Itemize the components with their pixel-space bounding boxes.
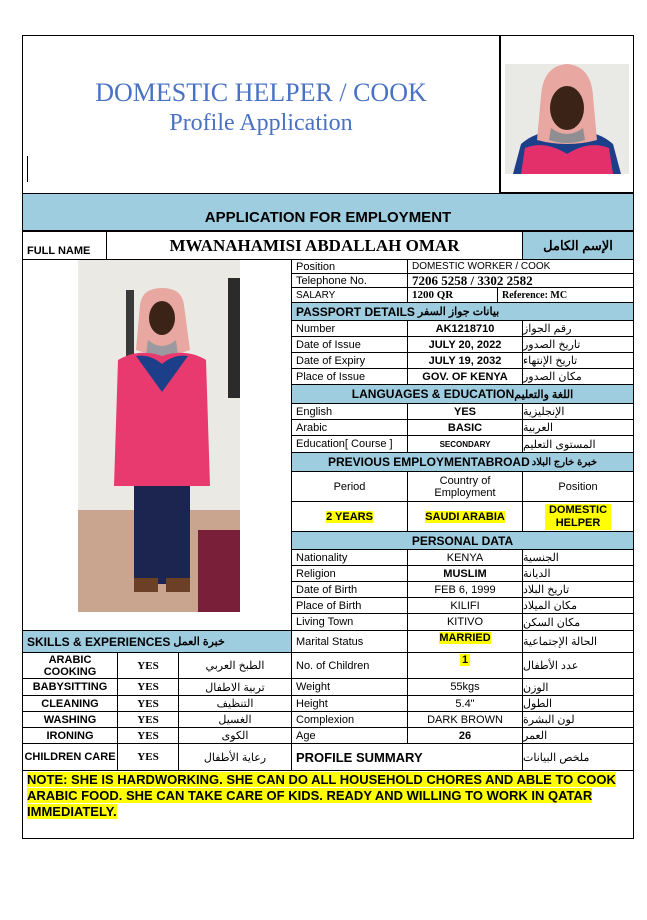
- place-issue-value: GOV. OF KENYA: [407, 368, 523, 385]
- issue-date-ar: تاريخ الصدور: [522, 336, 634, 353]
- phone-label: Telephone No.: [291, 273, 408, 288]
- previous-heading-text: PREVIOUS EMPLOYMENTABROAD: [327, 455, 530, 469]
- passport-number-value: AK1218710: [407, 320, 523, 337]
- expiry-date-ar: تاريخ الإنتهاء: [522, 352, 634, 369]
- section-band: [22, 193, 634, 231]
- reference-value: Reference: MC: [497, 287, 634, 303]
- birth-date-ar: تاريخ البلاد: [522, 581, 634, 598]
- birth-place-ar: مكان الميلاد: [522, 597, 634, 614]
- country-header: Country of Employment: [407, 471, 523, 502]
- education-label: Education[ Course ]: [291, 435, 408, 453]
- nationality-label: Nationality: [291, 549, 408, 566]
- birth-date-label: Date of Birth: [291, 581, 408, 598]
- religion-value: MUSLIM: [407, 565, 523, 582]
- complexion-value: DARK BROWN: [407, 711, 523, 728]
- skill-ironing-label: IRONING: [22, 727, 118, 744]
- period-value-cell: [291, 501, 408, 532]
- passport-heading: [291, 302, 634, 321]
- skill-ironing-value: YES: [117, 727, 179, 744]
- languages-heading-ar: اللغة والتعليم: [514, 388, 574, 401]
- marital-status-cell: [407, 630, 523, 653]
- band-title: APPLICATION FOR EMPLOYMENT: [204, 209, 452, 226]
- page-subtitle: Profile Application: [169, 110, 353, 136]
- age-ar: العمر: [522, 727, 634, 744]
- profile-summary-ar: ملخص البيانات: [522, 743, 634, 771]
- full-name-value: MWANAHAMISI ABDALLAH OMAR: [106, 231, 523, 260]
- salary-value: 1200 QR: [407, 287, 498, 303]
- position-value: DOMESTIC WORKER / COOK: [407, 259, 634, 274]
- skills-heading: [22, 630, 292, 653]
- skill-childcare-label: CHILDREN CARE: [22, 743, 118, 771]
- portrait-photo-small: [500, 35, 634, 193]
- issue-date-label: Date of Issue: [291, 336, 408, 353]
- english-value: YES: [407, 403, 523, 420]
- marital-status-value: MARRIED: [439, 632, 491, 644]
- skill-cleaning-label: CLEANING: [22, 695, 118, 712]
- full-body-photo: [78, 260, 240, 612]
- previous-position-value: DOMESTIC HELPER: [545, 504, 611, 530]
- skills-heading-text: SKILLS & EXPERIENCES: [27, 634, 171, 649]
- english-ar: الإنجليزية: [522, 403, 634, 420]
- english-label: English: [291, 403, 408, 420]
- expiry-date-value: JULY 19, 2032: [407, 352, 523, 369]
- languages-heading-text: LANGUAGES & EDUCATION: [351, 387, 515, 401]
- expiry-date-label: Date of Expiry: [291, 352, 408, 369]
- education-ar: المستوى التعليم: [522, 435, 634, 453]
- full-name-label: FULL NAME: [22, 231, 107, 260]
- children-ar: عدد الأطفال: [522, 652, 634, 679]
- skill-babysitting-label: BABYSITTING: [22, 678, 118, 696]
- birth-place-label: Place of Birth: [291, 597, 408, 614]
- education-value: SECONDARY: [407, 435, 523, 453]
- profile-summary-label: PROFILE SUMMARY: [291, 743, 523, 771]
- position-value-cell: [522, 501, 634, 532]
- skill-cooking-value: YES: [117, 652, 179, 679]
- living-town-ar: مكان السكن: [522, 613, 634, 631]
- complexion-ar: لون البشرة: [522, 711, 634, 728]
- skill-childcare-value: YES: [117, 743, 179, 771]
- period-header: Period: [291, 471, 408, 502]
- full-name-label-ar: الإسم الكامل: [522, 231, 634, 260]
- religion-label: Religion: [291, 565, 408, 582]
- nationality-ar: الجنسية: [522, 549, 634, 566]
- living-town-label: Living Town: [291, 613, 408, 631]
- salary-label: SALARY: [291, 287, 408, 303]
- children-label: No. of Children: [291, 652, 408, 679]
- skill-babysitting-value: YES: [117, 678, 179, 696]
- complexion-label: Complexion: [291, 711, 408, 728]
- children-cell: [407, 652, 523, 679]
- age-label: Age: [291, 727, 408, 744]
- marital-status-ar: الحالة الإجتماعية: [522, 630, 634, 653]
- skill-cleaning-ar: التنظيف: [178, 695, 292, 712]
- skill-childcare-ar: رعاية الأطفال: [178, 743, 292, 771]
- country-value-cell: [407, 501, 523, 532]
- passport-number-ar: رقم الجواز: [522, 320, 634, 337]
- skill-ironing-ar: الكوى: [178, 727, 292, 744]
- phone-value: 7206 5258 / 3302 2582: [407, 273, 634, 288]
- passport-heading-ar: بيانات جواز السفر: [417, 306, 500, 318]
- age-value: 26: [407, 727, 523, 744]
- children-value: 1: [461, 654, 469, 666]
- issue-date-value: JULY 20, 2022: [407, 336, 523, 353]
- skill-cleaning-value: YES: [117, 695, 179, 712]
- personal-data-heading: PERSONAL DATA: [291, 531, 634, 550]
- skill-cooking-ar: الطبخ العربي: [178, 652, 292, 679]
- nationality-value: KENYA: [407, 549, 523, 566]
- passport-number-label: Number: [291, 320, 408, 337]
- skills-heading-ar: خبرة العمل: [173, 636, 225, 648]
- previous-employment-heading: [291, 452, 634, 472]
- profile-note-text: NOTE: SHE IS HARDWORKING. SHE CAN DO ALL HOUSEHOLD CHORES AND ABLE TO COOK ARABIC FOOD. SHE CAN TAKE CARE OF KIDS. READY AND WILLING TO WORK IN QATAR IMMEDIATELY.: [27, 772, 616, 819]
- place-issue-ar: مكان الصدور: [522, 368, 634, 385]
- country-value: SAUDI ARABIA: [425, 510, 505, 523]
- height-label: Height: [291, 695, 408, 712]
- position-label: Position: [291, 259, 408, 274]
- arabic-label: Arabic: [291, 419, 408, 436]
- birth-place-value: KILIFI: [407, 597, 523, 614]
- height-ar: الطول: [522, 695, 634, 712]
- arabic-value: BASIC: [407, 419, 523, 436]
- height-value: 5.4": [407, 695, 523, 712]
- weight-label: Weight: [291, 678, 408, 696]
- divider: [27, 156, 28, 182]
- skill-washing-ar: الغسيل: [178, 711, 292, 728]
- previous-heading-ar: خبرة خارج البلاد: [531, 456, 598, 468]
- skill-babysitting-ar: تربية الاطفال: [178, 678, 292, 696]
- skill-washing-value: YES: [117, 711, 179, 728]
- arabic-ar: العربية: [522, 419, 634, 436]
- skill-washing-label: WASHING: [22, 711, 118, 728]
- weight-value: 55kgs: [407, 678, 523, 696]
- passport-heading-text: PASSPORT DETAILS: [296, 304, 415, 319]
- religion-ar: الديانة: [522, 565, 634, 582]
- position-header: Position: [522, 471, 634, 502]
- skill-cooking-label: ARABIC COOKING: [22, 652, 118, 679]
- living-town-value: KITIVO: [407, 613, 523, 631]
- page-title: DOMESTIC HELPER / COOK: [95, 78, 427, 107]
- period-value: 2 YEARS: [326, 510, 373, 523]
- birth-date-value: FEB 6, 1999: [407, 581, 523, 598]
- place-issue-label: Place of Issue: [291, 368, 408, 385]
- marital-status-label: Marital Status: [291, 630, 408, 653]
- languages-heading: [291, 384, 634, 404]
- profile-note: [22, 770, 634, 820]
- weight-ar: الوزن: [522, 678, 634, 696]
